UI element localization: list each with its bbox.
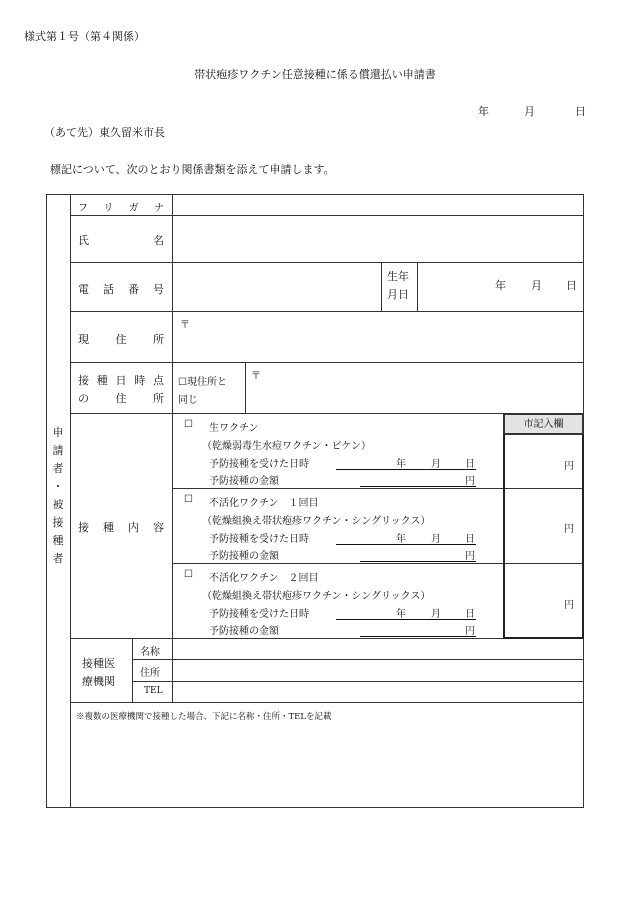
address-input[interactable] — [196, 314, 580, 360]
vaccine-2-date-underline — [336, 544, 476, 545]
phone-label: 電 話 番 号 — [78, 283, 164, 296]
vaccine-2-name: 不活化ワクチン １回目 — [209, 498, 319, 509]
vaccine-2-yen: 円 — [465, 551, 475, 562]
vaccine-1-product: （乾燥弱毒生水痘ワクチン・ビケン） — [202, 441, 371, 452]
same-as-current-label: 同じ — [178, 395, 198, 406]
vaccine-2-amount-underline — [360, 561, 476, 562]
vaccine-3-name: 不活化ワクチン ２回目 — [209, 573, 319, 584]
address-label: 現 住 所 — [78, 333, 164, 346]
vacc-address-label-1: 接 種 日 時 点 — [78, 374, 164, 387]
row-line — [70, 362, 584, 363]
row-line — [70, 311, 584, 312]
vaccine-2-year: 年 — [396, 534, 406, 545]
vacc-address-input[interactable] — [265, 365, 580, 411]
postal-mark: 〒 — [180, 320, 190, 331]
institution-name-label: 名称 — [140, 647, 160, 658]
label-divider — [172, 194, 173, 638]
office-column-right — [582, 413, 584, 638]
addressee: （あて先）東久留米市長 — [44, 126, 165, 139]
vaccine-3-year: 年 — [396, 609, 406, 620]
birthdate-label-1: 生年 — [387, 270, 409, 283]
vaccine-2-day: 日 — [465, 534, 475, 545]
row-line — [70, 215, 584, 216]
birthdate-label-2: 月日 — [387, 288, 409, 301]
office-yen-3: 円 — [564, 600, 574, 611]
institution-label-1: 接種医 — [82, 657, 115, 670]
birth-day-label: 日 — [566, 279, 577, 292]
furigana-label: フ リ ガ ナ — [78, 203, 164, 214]
birth-year-label: 年 — [495, 279, 506, 292]
vaccine-2-checkbox[interactable]: ☐ — [184, 494, 193, 505]
form-number: 様式第１号（第４関係） — [24, 30, 145, 43]
vaccine-3-amount-underline — [360, 636, 476, 637]
office-column-bottom — [503, 637, 584, 639]
institution-label-2: 療機関 — [82, 675, 115, 688]
office-use-header: 市記入欄 — [503, 413, 584, 435]
institution-line — [132, 681, 584, 682]
vaccine-divider — [172, 563, 584, 564]
vacc-postal-mark: 〒 — [251, 371, 261, 382]
vaccine-2-month: 月 — [431, 534, 441, 545]
date-month-label: 月 — [524, 105, 535, 118]
vaccine-1-day: 日 — [465, 459, 475, 470]
same-as-current-checkbox[interactable]: ☐現住所と — [178, 377, 227, 388]
vaccine-1-amount-label: 予防接種の金額 — [209, 476, 279, 487]
row-line — [70, 702, 584, 703]
date-year-label: 年 — [478, 105, 489, 118]
birth-divider-right — [417, 262, 418, 311]
vaccine-1-date-underline — [336, 469, 476, 470]
institution-line — [132, 659, 584, 660]
institution-address-input[interactable] — [175, 661, 580, 679]
institution-address-label: 住所 — [140, 668, 160, 679]
vaccine-1-amount-underline — [360, 486, 476, 487]
vaccine-3-month: 月 — [431, 609, 441, 620]
vaccine-1-date-label: 予防接種を受けた日時 — [209, 459, 309, 470]
institution-tel-input[interactable] — [175, 683, 580, 701]
vaccine-1-month: 月 — [431, 459, 441, 470]
name-label: 氏 名 — [78, 234, 164, 247]
institution-tel-label: TEL — [144, 686, 163, 696]
vaccine-divider — [172, 488, 584, 489]
name-input[interactable] — [176, 218, 580, 260]
same-address-divider — [245, 362, 246, 413]
vaccine-3-product: （乾燥組換え帯状疱疹ワクチン・シングリックス） — [202, 591, 431, 602]
institution-divider — [132, 638, 133, 702]
multiple-institutions-note: ※複数の医療機関で接種した場合、下記に名称・住所・TELを記載 — [76, 712, 332, 722]
vaccine-3-yen: 円 — [465, 626, 475, 637]
institution-name-input[interactable] — [175, 640, 580, 658]
vaccine-1-checkbox[interactable]: ☐ — [184, 419, 193, 430]
vaccine-3-day: 日 — [465, 609, 475, 620]
phone-input[interactable] — [176, 265, 378, 309]
applicant-side-label: 申 請 者 ・ 被 接 種 者 — [52, 426, 64, 565]
vaccine-2-product: （乾燥組換え帯状疱疹ワクチン・シングリックス） — [202, 516, 431, 527]
additional-institutions-area[interactable] — [74, 726, 580, 804]
furigana-input[interactable] — [176, 197, 580, 213]
birth-divider-left — [381, 262, 382, 311]
institution-divider-2 — [172, 638, 173, 702]
vaccine-1-yen: 円 — [465, 476, 475, 487]
vaccine-1-year: 年 — [396, 459, 406, 470]
vaccine-3-date-label: 予防接種を受けた日時 — [209, 609, 309, 620]
date-day-label: 日 — [575, 105, 586, 118]
vaccination-content-label: 接 種 内 容 — [78, 521, 164, 534]
office-yen-2: 円 — [564, 524, 574, 535]
vaccine-2-amount-label: 予防接種の金額 — [209, 551, 279, 562]
row-line — [70, 262, 584, 263]
vaccine-1-name: 生ワクチン — [209, 423, 259, 434]
birth-month-label: 月 — [531, 279, 542, 292]
side-divider — [70, 194, 71, 808]
intro-text: 標記について、次のとおり関係書類を添えて申請します。 — [50, 163, 335, 176]
office-yen-1: 円 — [564, 461, 574, 472]
form-title: 帯状疱疹ワクチン任意接種に係る償還払い申請書 — [194, 68, 436, 81]
vaccine-3-date-underline — [336, 619, 476, 620]
vaccine-2-date-label: 予防接種を受けた日時 — [209, 534, 309, 545]
vacc-address-label-2: の 住 所 — [78, 392, 164, 405]
office-column-divider — [503, 413, 505, 638]
vaccine-3-amount-label: 予防接種の金額 — [209, 626, 279, 637]
vaccine-3-checkbox[interactable]: ☐ — [184, 569, 193, 580]
